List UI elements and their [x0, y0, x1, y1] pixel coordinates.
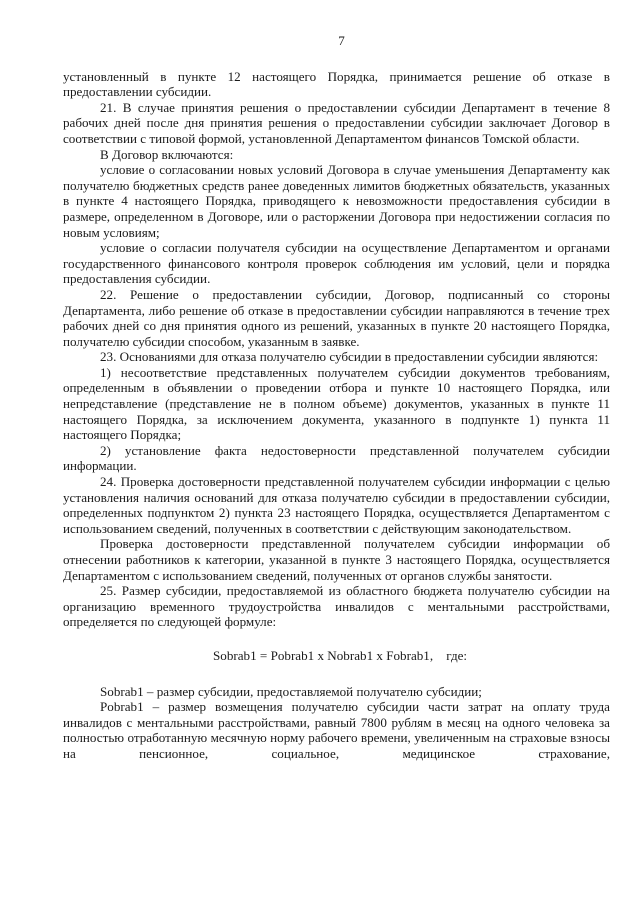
definition-pobrab1: Pobrab1 – размер возмещения получателю субсидии части затрат на оплату труда инвалидов с ментальными расстройствами, равный 7800 рублям в месяц на одного человека за полностью отработанную месячную норму рабочего времени, увеличенным на страховые взносы на пенсионное, социальное, медицинское страхование,	[63, 699, 610, 761]
formula-expression: Sobrab1 = Pobrab1 x Nobrab1 x Fobrab1,	[213, 647, 434, 663]
paragraph-subitem-2: 2) установление факта недостоверности представленной получателем субсидии информации.	[63, 442, 610, 474]
paragraph-condition-consent: условие о согласии получателя субсидии на осуществление Департаментом и органами государственного финансового контроля проверок соблюдения им условий, цели и порядка предоставления субсидии.	[63, 240, 610, 287]
paragraph-item-21: 21. В случае принятия решения о предоставлении субсидии Департамент в течение 8 рабочих дней после дня принятия решения о предоставлении субсидии заключает Договор в соответствии с типовой формой, установленной Департаментом финансов Томской области.	[63, 99, 610, 146]
paragraph-condition-new-terms: условие о согласовании новых условий Договора в случае уменьшения Департаменту как получателю бюджетных средств ранее доведенных лимитов бюджетных обязательств, указанных в пункте 4 настоящего Порядка, приводящего к невозможности предоставления субсидии в размере, определенном в Договоре, или о расторжении Договора при недостижении согласия по новым условиям;	[63, 162, 610, 240]
paragraph-item-25: 25. Размер субсидии, предоставляемой из областного бюджета получателю субсидии на организацию временного трудоустройства инвалидов с ментальными расстройствами, определяется по следующей формуле:	[63, 583, 610, 630]
paragraph-item-23: 23. Основаниями для отказа получателю субсидии в предоставлении субсидии являются:	[100, 349, 599, 365]
paragraph-item-24: 24. Проверка достоверности представленной получателем субсидии информации с целью установления наличия оснований для отказа получателю субсидии в предоставлении субсидии, определенных подпунктом 2) пункта 23 настоящего Порядка, осуществляется Департаментом с использованием сведений, полученных в соответствии с действующим законодательством.	[63, 474, 610, 536]
formula-suffix: где:	[446, 647, 468, 663]
paragraph-subitem-1: 1) несоответствие представленных получателем субсидии документов требованиям, определенным в объявлении о проведении отбора и пункте 10 настоящего Порядка, или непредставление (представление не в полном объеме) документов, указанных в пункте 11 настоящего Порядка, за исключением документа, указанного в подпункте 1) пункта 11 настоящего Порядка;	[63, 364, 610, 443]
paragraph-verification: Проверка достоверности представленной получателем субсидии информации об отнесении работников к категории, указанной в пункте 3 настоящего Порядка, осуществляется Департаментом с использованием сведений, полученных от органов службы занятости.	[63, 536, 610, 583]
paragraph-contract-includes: В Договор включаются:	[100, 146, 234, 162]
formula	[63, 648, 610, 664]
definition-sobrab1: Sobrab1 – размер субсидии, предоставляемой получателю субсидии;	[100, 683, 482, 699]
paragraph-item-22: 22. Решение о предоставлении субсидии, Договор, подписанный со стороны Департамента, либо решение об отказе в предоставлении субсидии направляются в течение трех рабочих дней со дня принятия одного из решений, указанных в пункте 20 настоящего Порядка, получателю субсидии способом, указанным в заявке.	[63, 286, 610, 349]
page-number: 7	[338, 33, 345, 48]
paragraph-continuation: установленный в пункте 12 настоящего Порядка, принимается решение об отказе в предоставлении субсидии.	[63, 68, 610, 100]
